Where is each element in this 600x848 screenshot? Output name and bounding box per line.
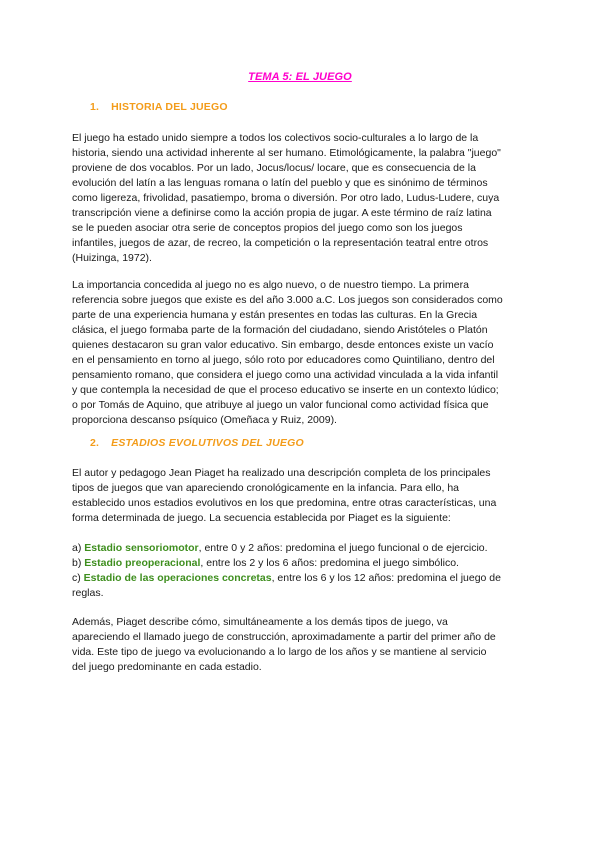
text-line: o por Tomás de Aquino, que atribuye al juego un valor funcional como actividad física que [72,399,489,411]
text-line: quienes destacaron su gran valor educativo. Sin embargo, desde entonces existe un vacío [72,339,494,351]
text-line: en el pensamiento en torno al juego, sólo roto por educadores como Quintiliano, dentro del [72,354,495,366]
text-line: establecido unos estadios evolutivos en los que predomina, entre otras características, una [72,497,497,509]
text-line: Además, Piaget describe cómo, simultáneamente a los demás tipos de juego, va [72,616,448,628]
text-line: clásica, el juego formaba parte de la formación del ciudadano, siendo Aristóteles o Platón [72,324,488,336]
text-line: y que contempla la necesidad de que el proceso educativo se inserte en un contexto lúdico; [72,384,499,396]
text-line: forma determinada de juego. La secuencia establecida por Piaget es la siguiente: [72,512,451,524]
paragraph-construction-game [72,615,532,675]
text-line: La importancia concedida al juego no es algo nuevo, o de nuestro tiempo. La primera [72,279,469,291]
list-item-continuation: reglas. [72,587,104,599]
stage-name: Estadio sensoriomotor [84,542,199,554]
text-line: El autor y pedagogo Jean Piaget ha realizado una descripción completa de los principales [72,467,491,479]
section-heading-text: ESTADIOS EVOLUTIVOS DEL JUEGO [111,437,304,449]
stages-list [72,541,532,601]
stage-name: Estadio preoperacional [84,557,201,569]
text-line: apareciendo el llamado juego de construcción, aproximadamente a partir del primer año de [72,631,496,643]
text-line: tipos de juegos que van apareciendo cronológicamente en la infancia. Para ello, ha [72,482,460,494]
text-line: referencia sobre juegos que existe es del año 3.000 a.C. Los juegos son considerados como [72,294,503,306]
paragraph-history-2 [72,278,532,428]
stage-description: , entre los 6 y los 12 años: predomina el juego de [271,572,501,584]
stage-prefix: b) [72,557,85,569]
list-item [72,571,532,586]
section-number: 1. [90,101,100,113]
text-line: se le pueden asociar otra serie de conceptos propios del juego como son los juegos [72,222,463,234]
list-item [72,556,532,571]
text-line: proporciona descanso psíquico (Omeñaca y Ruiz, 2009). [72,414,337,426]
document-title: TEMA 5: EL JUEGO [248,71,352,83]
stage-name: Estadio de las operaciones concretas [83,572,272,584]
text-line: proviene de dos vocablos. Por un lado, Jocus/locus/ locare, que es consecuencia de la [72,162,476,174]
text-line: parte de una experiencia humana y están presentes en todas las culturas. En la Grecia [72,309,478,321]
text-line: vida. Este tipo de juego va evolucionando a lo largo de los años y se mantiene al servicio [72,646,487,658]
text-line: historia, siendo una actividad inherente al ser humano. Etimológicamente, la palabra "juego" [72,147,501,159]
text-line: como ligereza, frivolidad, pasatiempo, broma o diversión. Por otro lado, Ludus-Ludere, cuya [72,192,500,204]
text-line: evolución del latín a las lenguas romana o latín del pueblo y que es sinónimo de términos [72,177,488,189]
stage-description: , entre los 2 y los 6 años: predomina el juego simbólico. [200,557,459,569]
text-line: (Huizinga, 1972). [72,252,152,264]
list-item [72,541,532,556]
section-heading-text: HISTORIA DEL JUEGO [111,101,228,113]
text-line: El juego ha estado unido siempre a todos los colectivos socio-culturales a lo largo de la [72,132,479,144]
section-heading-historia [90,101,228,113]
text-line: transcripción viene a definirse como la acción propia de jugar. A este término de raíz latina [72,207,492,219]
text-line: del juego predominante en cada estadio. [72,661,262,673]
paragraph-piaget-intro [72,466,532,526]
text-line: pensamiento romano, que considera el juego como una actividad vinculada a la vida infantil [72,369,499,381]
paragraph-history-1 [72,131,532,266]
section-number: 2. [90,437,100,449]
text-line: infantiles, juegos de azar, de recreo, la competición o la representación teatral entre otros [72,237,489,249]
stage-prefix: a) [72,542,85,554]
stage-prefix: c) [72,572,84,584]
section-heading-estadios [90,437,304,449]
stage-description: , entre 0 y 2 años: predomina el juego funcional o de ejercicio. [198,542,488,554]
